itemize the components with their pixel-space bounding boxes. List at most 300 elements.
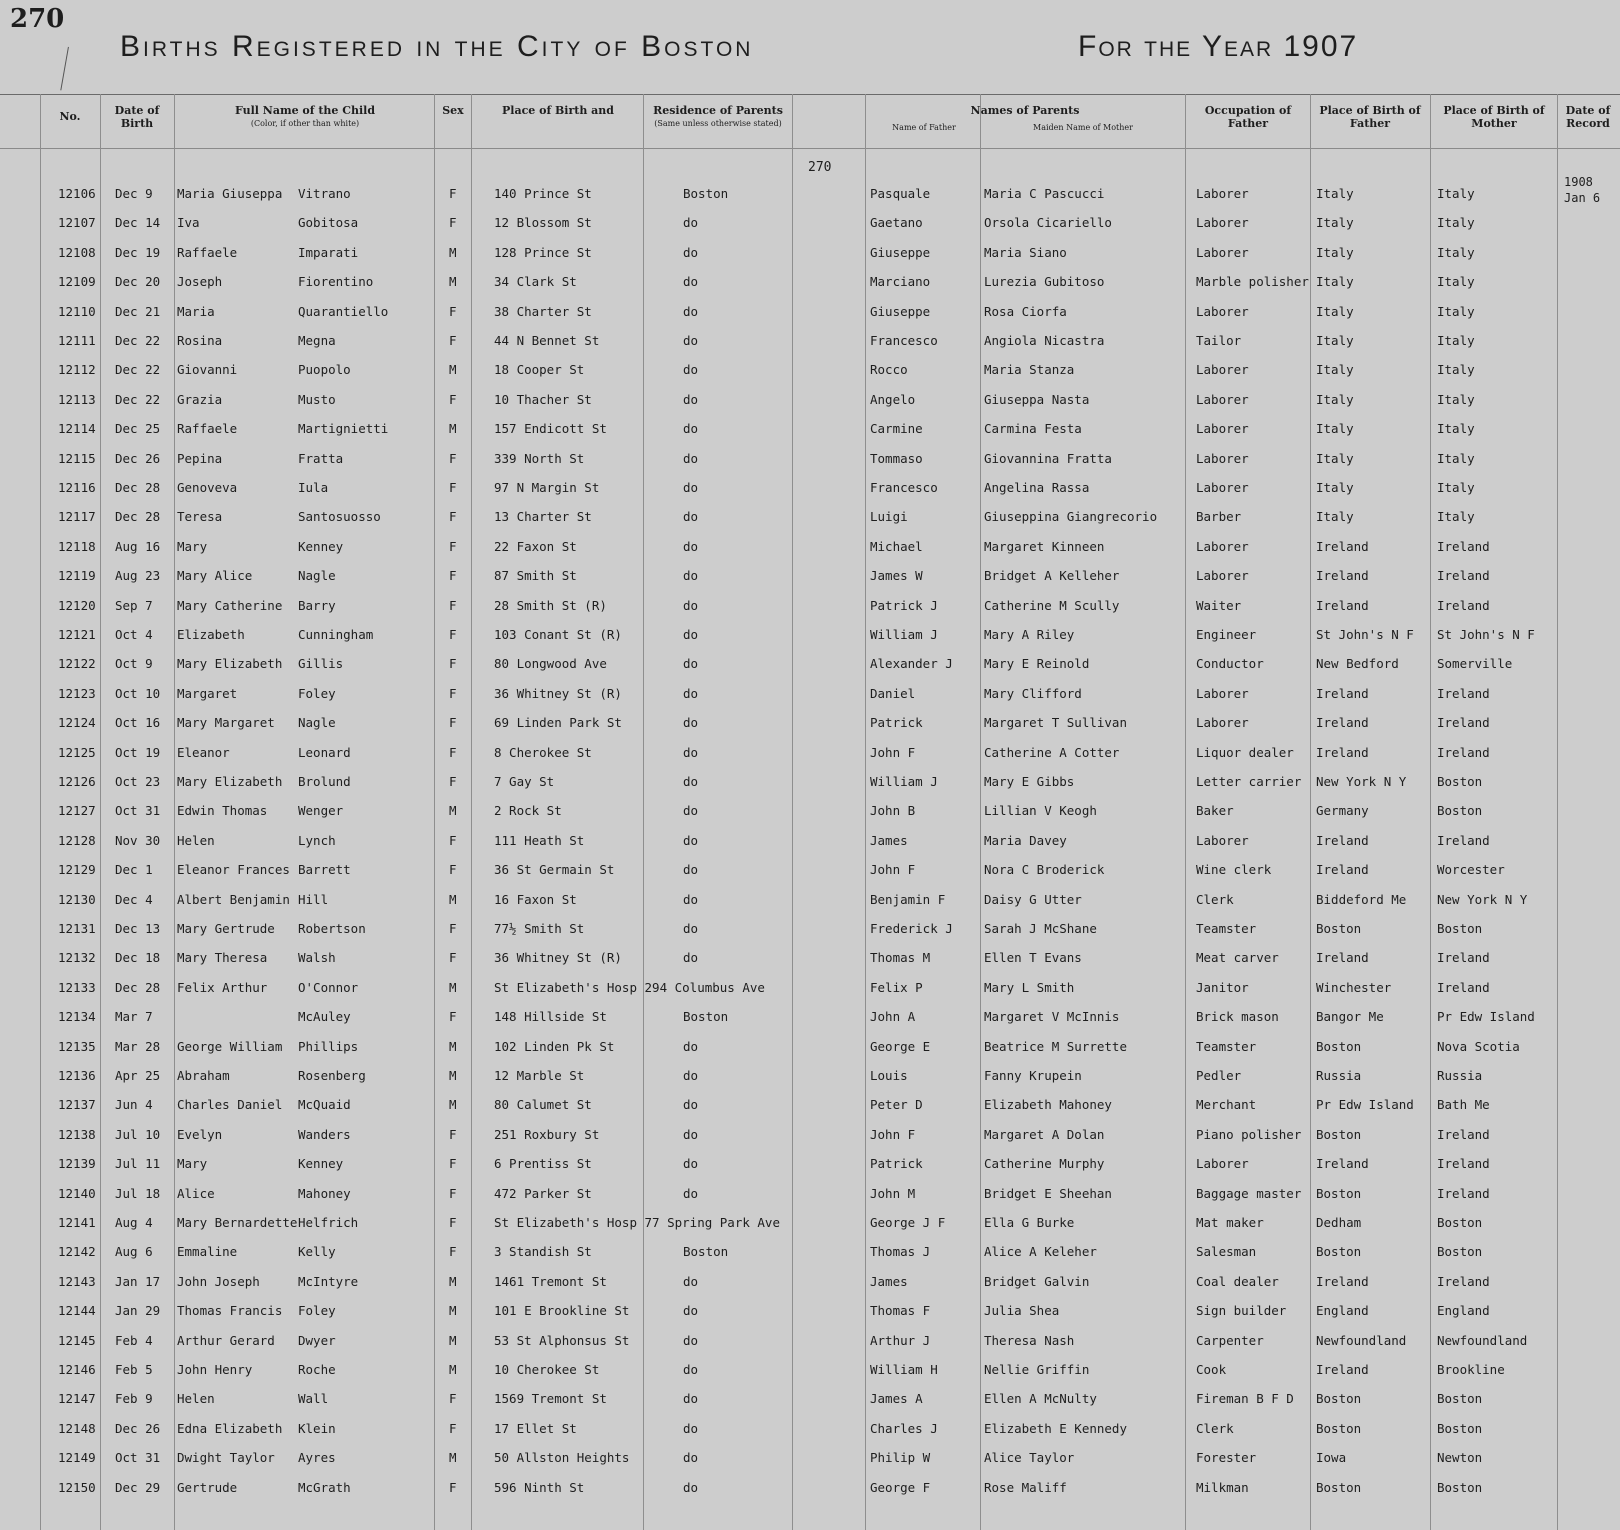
page-number: 270 (10, 4, 65, 34)
mother-maiden-name: Lurezia Gubitoso (984, 274, 1105, 290)
residence: do (683, 685, 699, 701)
entry-number: 12135 (58, 1038, 96, 1054)
father-occupation: Laborer (1196, 568, 1249, 584)
header-pob-father: Place of Birth of Father (1319, 104, 1421, 130)
record-day: Jan 6 (1564, 191, 1601, 205)
entry-number: 12126 (58, 774, 96, 789)
child-first-name: Emmaline (177, 1244, 238, 1260)
child-sex: F (449, 627, 457, 642)
father-occupation: Piano polisher (1196, 1126, 1302, 1142)
mother-birthplace: Ireland (1437, 979, 1490, 995)
child-sex: F (449, 509, 457, 525)
mother-birthplace: Ireland (1437, 832, 1490, 848)
father-occupation: Clerk (1196, 1420, 1234, 1436)
table-row (0, 627, 1620, 656)
residence: do (683, 274, 699, 290)
father-name: Alexander J (870, 656, 953, 672)
child-last-name: Leonard (298, 744, 351, 760)
birth-date: Nov 30 (115, 832, 161, 848)
father-name: Thomas F (870, 1303, 931, 1319)
child-first-name: Eleanor (177, 744, 230, 760)
table-row (0, 1215, 1620, 1244)
child-last-name: Nagle (298, 715, 336, 731)
birth-date: Dec 26 (115, 450, 161, 466)
child-sex: F (449, 215, 457, 231)
father-birthplace: Italy (1316, 333, 1354, 348)
mother-maiden-name: Mary E Reinold (984, 656, 1090, 672)
child-first-name: Abraham (177, 1068, 230, 1083)
father-birthplace: St John's N F (1316, 627, 1414, 642)
place-of-birth: 22 Faxon St (494, 538, 577, 554)
father-birthplace: Italy (1316, 509, 1354, 525)
entry-number: 12143 (58, 1273, 96, 1289)
table-row (0, 1274, 1620, 1303)
father-birthplace: Boston (1316, 1038, 1362, 1054)
birth-date: Jan 17 (115, 1273, 161, 1289)
table-row (0, 245, 1620, 274)
residence: do (683, 1038, 699, 1054)
table-row (0, 950, 1620, 979)
mother-maiden-name: Theresa Nash (984, 1332, 1075, 1348)
father-name: Arthur J (870, 1332, 931, 1348)
child-last-name: Walsh (298, 950, 336, 966)
father-name: Peter D (870, 1097, 923, 1113)
table-row (0, 892, 1620, 921)
birth-date: Sep 7 (115, 597, 153, 613)
child-sex: F (449, 186, 457, 201)
mother-maiden-name: Alice Taylor (984, 1450, 1075, 1466)
child-first-name: Alice (177, 1185, 215, 1201)
place-of-birth: 12 Marble St (494, 1068, 585, 1083)
father-name: Francesco (870, 480, 938, 495)
header-name-of-father: Name of Father (892, 123, 956, 132)
residence: do (683, 421, 699, 437)
birth-date: Aug 4 (115, 1215, 153, 1230)
mother-birthplace: Ireland (1437, 1126, 1490, 1142)
mother-birthplace: Italy (1437, 391, 1475, 407)
child-last-name: McQuaid (298, 1097, 351, 1113)
father-occupation: Laborer (1196, 832, 1249, 848)
father-birthplace: Boston (1316, 921, 1362, 936)
birth-date: Mar 7 (115, 1009, 153, 1025)
place-of-birth: 148 Hillside St (494, 1009, 607, 1025)
mother-maiden-name: Bridget E Sheehan (984, 1185, 1112, 1201)
table-row (0, 539, 1620, 568)
table-row (0, 656, 1620, 685)
birth-date: Oct 4 (115, 627, 153, 642)
entry-number: 12120 (58, 597, 96, 613)
father-occupation: Laborer (1196, 1156, 1249, 1172)
father-birthplace: Dedham (1316, 1215, 1362, 1230)
father-birthplace: Pr Edw Island (1316, 1097, 1414, 1113)
birth-date: Apr 25 (115, 1068, 161, 1083)
residence: do (683, 215, 699, 231)
father-name: John F (870, 1126, 916, 1142)
mother-birthplace: Ireland (1437, 1273, 1490, 1289)
mother-birthplace: England (1437, 1303, 1490, 1319)
birth-date: Feb 4 (115, 1332, 153, 1348)
entry-number: 12142 (58, 1244, 96, 1260)
mother-birthplace: Italy (1437, 186, 1475, 201)
table-row (0, 1156, 1620, 1185)
table-row (0, 1068, 1620, 1097)
child-sex: F (449, 303, 457, 319)
father-birthplace: Ireland (1316, 1156, 1369, 1172)
child-first-name: Eleanor Frances (177, 862, 290, 878)
father-birthplace: Biddeford Me (1316, 891, 1407, 907)
table-row (0, 833, 1620, 862)
child-sex: F (449, 1215, 457, 1230)
residence: do (683, 450, 699, 466)
residence: Boston (683, 1244, 729, 1260)
place-of-birth: 157 Endicott St (494, 421, 607, 437)
father-name: Pasquale (870, 186, 931, 201)
place-of-birth: St Elizabeth's Hosp 77 Spring Park Ave (494, 1215, 780, 1230)
place-of-birth: 12 Blossom St (494, 215, 592, 231)
child-last-name: Nagle (298, 568, 336, 584)
entry-number: 12116 (58, 480, 96, 495)
mother-birthplace: Bath Me (1437, 1097, 1490, 1113)
table-row (0, 686, 1620, 715)
father-occupation: Baker (1196, 803, 1234, 819)
place-of-birth: 10 Thacher St (494, 391, 592, 407)
residence: do (683, 774, 699, 789)
place-of-birth: 36 Whitney St (R) (494, 950, 622, 966)
father-name: James W (870, 568, 923, 584)
child-last-name: Barry (298, 597, 336, 613)
birth-date: Dec 13 (115, 921, 161, 936)
father-birthplace: Boston (1316, 1126, 1362, 1142)
residence: do (683, 1391, 699, 1407)
child-sex: M (449, 1450, 457, 1466)
place-of-birth: 6 Prentiss St (494, 1156, 592, 1172)
mother-maiden-name: Elizabeth E Kennedy (984, 1420, 1127, 1436)
mother-birthplace: St John's N F (1437, 627, 1535, 642)
mother-maiden-name: Beatrice M Surrette (984, 1038, 1127, 1054)
father-name: Rocco (870, 362, 908, 378)
birth-date: Dec 9 (115, 186, 153, 201)
residence: do (683, 333, 699, 348)
place-of-birth: 34 Clark St (494, 274, 577, 290)
mother-birthplace: Italy (1437, 215, 1475, 231)
mother-birthplace: Boston (1437, 1215, 1483, 1230)
father-name: Luigi (870, 509, 908, 525)
mother-maiden-name: Daisy G Utter (984, 891, 1082, 907)
child-sex: M (449, 891, 457, 907)
residence: do (683, 627, 699, 642)
child-last-name: Fratta (298, 450, 344, 466)
header-residence-label: Residence of Parents (653, 104, 783, 117)
child-first-name: Albert Benjamin (177, 891, 290, 907)
entry-number: 12119 (58, 568, 96, 584)
mother-maiden-name: Margaret Kinneen (984, 538, 1105, 554)
entry-number: 12113 (58, 391, 96, 407)
mother-maiden-name: Rose Maliff (984, 1479, 1067, 1495)
page-title: Births Registered in the City of Boston (120, 30, 754, 63)
child-last-name: Foley (298, 685, 336, 701)
child-sex: F (449, 1009, 457, 1025)
father-name: Thomas M (870, 950, 931, 966)
father-occupation: Conductor (1196, 656, 1264, 672)
header-full-name (180, 104, 430, 130)
residence: do (683, 1332, 699, 1348)
residence: do (683, 1420, 699, 1436)
father-name: Philip W (870, 1450, 931, 1466)
birth-date: Feb 9 (115, 1391, 153, 1407)
father-name: Patrick (870, 715, 923, 731)
header-pob-mother: Place of Birth of Mother (1443, 104, 1545, 130)
place-of-birth: 87 Smith St (494, 568, 577, 584)
table-row (0, 1009, 1620, 1038)
mother-birthplace: Boston (1437, 1391, 1483, 1407)
mother-maiden-name: Giuseppina Giangrecorio (984, 509, 1158, 525)
father-birthplace: Italy (1316, 362, 1354, 378)
child-last-name: Cunningham (298, 627, 374, 642)
mother-birthplace: Boston (1437, 1244, 1483, 1260)
mother-birthplace: Nova Scotia (1437, 1038, 1520, 1054)
father-occupation: Wine clerk (1196, 862, 1272, 878)
child-sex: M (449, 1068, 457, 1083)
residence: do (683, 1450, 699, 1466)
residence: do (683, 244, 699, 260)
father-name: Benjamin F (870, 891, 946, 907)
father-name: Frederick J (870, 921, 953, 936)
child-sex: M (449, 1362, 457, 1377)
child-first-name: Charles Daniel (177, 1097, 283, 1113)
birth-date: Dec 28 (115, 979, 161, 995)
birth-date: Mar 28 (115, 1038, 161, 1054)
table-row (0, 1362, 1620, 1391)
father-occupation: Sign builder (1196, 1303, 1287, 1319)
mother-maiden-name: Catherine M Scully (984, 597, 1120, 613)
father-occupation: Brick mason (1196, 1009, 1279, 1025)
birth-date: Dec 28 (115, 480, 161, 495)
birth-date: Dec 25 (115, 421, 161, 437)
mother-maiden-name: Lillian V Keogh (984, 803, 1097, 819)
residence: do (683, 1303, 699, 1319)
father-birthplace: Boston (1316, 1391, 1362, 1407)
residence: do (683, 538, 699, 554)
child-first-name: Maria (177, 303, 215, 319)
child-first-name: Mary (177, 1156, 208, 1172)
place-of-birth: 596 Ninth St (494, 1479, 585, 1495)
table-row (0, 1421, 1620, 1450)
birth-date: Jan 29 (115, 1303, 161, 1319)
residence: do (683, 744, 699, 760)
table-row (0, 568, 1620, 597)
residence: Boston (683, 1009, 729, 1025)
mother-maiden-name: Ella G Burke (984, 1215, 1075, 1230)
child-last-name: McGrath (298, 1479, 351, 1495)
child-first-name: Helen (177, 1391, 215, 1407)
child-sex: M (449, 1097, 457, 1113)
child-last-name: Ayres (298, 1450, 336, 1466)
father-occupation: Laborer (1196, 538, 1249, 554)
place-of-birth: 69 Linden Park St (494, 715, 622, 731)
child-last-name: Klein (298, 1420, 336, 1436)
father-name: Charles J (870, 1420, 938, 1436)
father-birthplace: Italy (1316, 303, 1354, 319)
child-last-name: Kenney (298, 1156, 344, 1172)
sub-page-number: 270 (808, 160, 832, 175)
entry-number: 12110 (58, 303, 96, 319)
mother-birthplace: Ireland (1437, 538, 1490, 554)
father-occupation: Barber (1196, 509, 1242, 525)
child-first-name: Mary (177, 538, 208, 554)
place-of-birth: 102 Linden Pk St (494, 1038, 615, 1054)
entry-number: 12132 (58, 950, 96, 966)
entry-number: 12147 (58, 1391, 96, 1407)
birth-date: Dec 29 (115, 1479, 161, 1495)
place-of-birth: 50 Allston Heights (494, 1450, 630, 1466)
entry-number: 12124 (58, 715, 96, 731)
child-sex: F (449, 832, 457, 848)
father-birthplace: Ireland (1316, 950, 1369, 966)
child-last-name: Roche (298, 1362, 336, 1377)
mother-birthplace: Ireland (1437, 715, 1490, 731)
header-residence-note: (Same unless otherwise stated) (654, 119, 782, 128)
table-row (0, 1186, 1620, 1215)
mother-maiden-name: Giovannina Fratta (984, 450, 1112, 466)
mother-birthplace: Somerville (1437, 656, 1513, 672)
father-name: Felix P (870, 979, 923, 995)
father-occupation: Laborer (1196, 362, 1249, 378)
place-of-birth: 97 N Margin St (494, 480, 600, 495)
father-occupation: Baggage master (1196, 1185, 1302, 1201)
child-first-name: Iva (177, 215, 200, 231)
place-of-birth: 103 Conant St (R) (494, 627, 622, 642)
mother-birthplace: Italy (1437, 362, 1475, 378)
father-occupation: Merchant (1196, 1097, 1257, 1113)
child-sex: F (449, 1391, 457, 1407)
mother-maiden-name: Nellie Griffin (984, 1362, 1090, 1377)
mother-maiden-name: Orsola Cicariello (984, 215, 1112, 231)
birth-date: Dec 22 (115, 391, 161, 407)
child-first-name: Mary Bernardette (177, 1215, 298, 1230)
entry-number: 12127 (58, 803, 96, 819)
place-of-birth: 251 Roxbury St (494, 1126, 600, 1142)
table-row (0, 1039, 1620, 1068)
father-occupation: Carpenter (1196, 1332, 1264, 1348)
father-birthplace: Ireland (1316, 538, 1369, 554)
father-name: Gaetano (870, 215, 923, 231)
mother-birthplace: Italy (1437, 303, 1475, 319)
entry-number: 12150 (58, 1479, 96, 1495)
mother-maiden-name: Catherine Murphy (984, 1156, 1105, 1172)
child-last-name: Santosuosso (298, 509, 381, 525)
mother-maiden-name: Ellen A McNulty (984, 1391, 1097, 1407)
child-last-name: Wenger (298, 803, 344, 819)
father-birthplace: Ireland (1316, 568, 1369, 584)
place-of-birth: 8 Cherokee St (494, 744, 592, 760)
place-of-birth: 472 Parker St (494, 1185, 592, 1201)
place-of-birth: 28 Smith St (R) (494, 597, 607, 613)
birth-date: Dec 19 (115, 244, 161, 260)
mother-birthplace: Newfoundland (1437, 1332, 1528, 1348)
child-first-name: John Joseph (177, 1273, 260, 1289)
child-sex: F (449, 862, 457, 878)
place-of-birth: 1461 Tremont St (494, 1273, 607, 1289)
residence: do (683, 803, 699, 819)
father-birthplace: Winchester (1316, 979, 1392, 995)
header-bottom-rule (0, 148, 1620, 149)
child-first-name: Maria Giuseppa (177, 186, 283, 201)
entry-number: 12111 (58, 333, 96, 348)
child-sex: F (449, 744, 457, 760)
father-birthplace: Ireland (1316, 1362, 1369, 1377)
father-occupation: Cook (1196, 1362, 1227, 1377)
mother-maiden-name: Mary A Riley (984, 627, 1075, 642)
table-row (0, 598, 1620, 627)
child-first-name: Dwight Taylor (177, 1450, 275, 1466)
header-place-of-birth: Place of Birth and (502, 104, 614, 117)
mother-birthplace: Ireland (1437, 568, 1490, 584)
header-full-name-note: (Color, if other than white) (250, 119, 360, 128)
mother-birthplace: Italy (1437, 274, 1475, 290)
father-name: John F (870, 744, 916, 760)
father-birthplace: Italy (1316, 215, 1354, 231)
child-last-name: Hill (298, 891, 329, 907)
table-row (0, 186, 1620, 215)
entry-number: 12112 (58, 362, 96, 378)
birth-date: Oct 10 (115, 685, 161, 701)
child-first-name: Arthur Gerard (177, 1332, 275, 1348)
child-first-name: Mary Alice (177, 568, 253, 584)
child-sex: F (449, 715, 457, 731)
entry-number: 12131 (58, 921, 96, 936)
mother-birthplace: New York N Y (1437, 891, 1528, 907)
entry-number: 12139 (58, 1156, 96, 1172)
father-name: Patrick J (870, 597, 938, 613)
table-row (0, 362, 1620, 391)
father-name: Louis (870, 1068, 908, 1083)
entry-number: 12149 (58, 1450, 96, 1466)
child-first-name: Gertrude (177, 1479, 238, 1495)
birth-date: Dec 21 (115, 303, 161, 319)
entry-number: 12134 (58, 1009, 96, 1025)
record-year: 1908 (1564, 175, 1593, 189)
child-first-name: Thomas Francis (177, 1303, 283, 1319)
father-birthplace: Boston (1316, 1185, 1362, 1201)
place-of-birth: 77½ Smith St (494, 921, 585, 936)
child-sex: F (449, 1185, 457, 1201)
mother-birthplace: Italy (1437, 333, 1475, 348)
father-occupation: Marble polisher (1196, 274, 1309, 290)
table-row (0, 715, 1620, 744)
residence: do (683, 950, 699, 966)
check-mark (60, 47, 84, 93)
child-first-name: John Henry (177, 1362, 253, 1377)
father-occupation: Salesman (1196, 1244, 1257, 1260)
child-last-name: Lynch (298, 832, 336, 848)
child-last-name: McIntyre (298, 1273, 359, 1289)
father-name: James A (870, 1391, 923, 1407)
father-occupation: Laborer (1196, 244, 1249, 260)
father-name: Giuseppe (870, 244, 931, 260)
father-birthplace: Ireland (1316, 685, 1369, 701)
father-occupation: Engineer (1196, 627, 1257, 642)
father-name: James (870, 1273, 908, 1289)
father-occupation: Meat carver (1196, 950, 1279, 966)
child-sex: M (449, 979, 457, 995)
place-of-birth: 7 Gay St (494, 774, 555, 789)
residence: do (683, 509, 699, 525)
birth-date: Aug 16 (115, 538, 161, 554)
table-row (0, 1450, 1620, 1479)
birth-date: Dec 14 (115, 215, 161, 231)
entry-number: 12140 (58, 1185, 96, 1201)
residence: do (683, 891, 699, 907)
